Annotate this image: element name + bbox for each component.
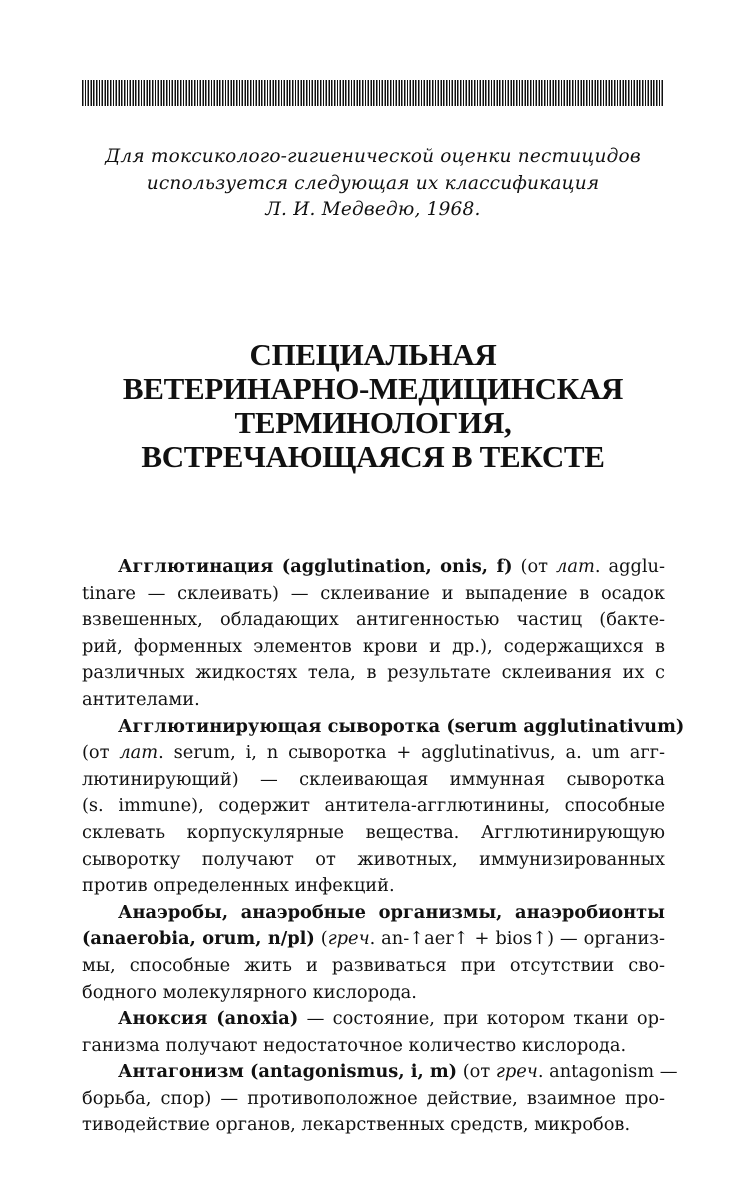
entry-line — [82, 1059, 678, 1086]
term-text: Антагонизм (antagonismus, i, m) — [118, 1061, 458, 1083]
glossary-entry — [82, 554, 665, 714]
epigraph-line: Для токсиколого-гигиенической оценки пестицидов — [105, 146, 641, 167]
entry-line — [82, 873, 665, 900]
entry-line — [82, 634, 665, 661]
definition-text: . agglu- — [594, 556, 665, 577]
definition-text: . serum, i, n сыворотка + agglutinativus, a. um агг- — [158, 742, 666, 764]
definition-text: ( — [314, 928, 328, 950]
glossary-entry — [82, 1059, 678, 1139]
definition-text: антителами. — [82, 688, 200, 710]
definition-text: сыворотку получают от животных, иммунизированных — [82, 848, 665, 870]
entry-line — [82, 1112, 665, 1139]
term-text: Анаэробы, анаэробные организмы, анаэробионты — [118, 901, 665, 923]
glossary-entry — [82, 1006, 665, 1059]
section-heading — [82, 338, 664, 474]
entry-line — [82, 714, 685, 741]
entry-line — [82, 554, 665, 581]
term-text: Агглютинация (agglutination, onis, f) — [118, 556, 513, 577]
term-text: (anaerobia, orum, n/pl) — [82, 928, 315, 950]
definition-text: рий, форменных элементов крови и др.), содержащихся в — [82, 635, 665, 657]
definition-text: склевать корпускулярные вещества. Агглютинирующую — [82, 821, 665, 843]
entry-line — [82, 953, 665, 980]
definition-text: борьба, спор) — противоположное действие, взаимное про- — [82, 1087, 665, 1109]
epigraph-line: используется следующая их классификация — [146, 172, 600, 194]
entry-line — [82, 900, 665, 927]
glossary-body — [82, 554, 685, 1139]
heading-line: ВЕТЕРИНАРНО-МЕДИЦИНСКАЯ — [122, 371, 624, 406]
entry-line — [82, 687, 665, 714]
entry-line — [82, 820, 665, 847]
definition-text: различных жидкостях тела, в результате склеивания их с — [82, 662, 665, 684]
entry-line — [82, 660, 665, 687]
term-text: Агглютинирующая сыворотка (serum agglutinativum) — [118, 715, 685, 737]
glossary-entry — [82, 900, 665, 1006]
epigraph-line: Л. И. Медведю, 1968. — [265, 199, 481, 220]
definition-text: бодного молекулярного кислорода. — [82, 981, 417, 1003]
entry-line — [82, 607, 665, 634]
language-abbrev: греч — [327, 928, 370, 950]
language-abbrev: лат — [556, 556, 595, 577]
entry-line — [82, 1086, 665, 1113]
definition-text: — состояние, при котором ткани ор- — [298, 1008, 665, 1030]
definition-text: . antagonism — — [537, 1061, 678, 1083]
heading-line: СПЕЦИАЛЬНАЯ — [249, 337, 497, 372]
entry-line — [82, 1006, 665, 1033]
heading-line: ВСТРЕЧАЮЩАЯСЯ В ТЕКСТЕ — [141, 439, 605, 474]
definition-text: лютинирующий) — склеивающая иммунная сыворотка — [82, 768, 665, 790]
entry-line — [82, 767, 665, 794]
entry-line — [82, 926, 665, 953]
term-text: Аноксия (anoxia) — [118, 1008, 299, 1030]
definition-text: (от — [512, 556, 557, 577]
entry-line — [82, 740, 665, 767]
glossary-entry — [82, 714, 685, 900]
epigraph — [82, 144, 664, 224]
entry-line — [82, 1033, 665, 1060]
entry-line — [82, 847, 665, 874]
heading-line: ТЕРМИНОЛОГИЯ, — [234, 405, 512, 440]
definition-text: взвешенных, обладающих антигенностью частиц (бакте- — [82, 609, 665, 631]
language-abbrev: греч — [495, 1061, 538, 1083]
definition-text: против определенных инфекций. — [82, 875, 395, 897]
definition-text: (от — [82, 742, 120, 764]
definition-text: (от — [457, 1061, 496, 1083]
definition-text: tinare — склеивать) — склеивание и выпадение в осадок — [82, 582, 665, 604]
definition-text: мы, способные жить и развиваться при отсутствии сво- — [82, 954, 665, 976]
definition-text: . an-↑aer↑ + bios↑) — организ- — [369, 928, 666, 950]
language-abbrev: лат — [119, 742, 159, 764]
definition-text: тиводействие органов, лекарственных средств, микробов. — [82, 1114, 631, 1136]
definition-text: (s. immune), содержит антитела-агглютинины, способные — [82, 795, 665, 817]
entry-line — [82, 980, 665, 1007]
entry-line — [82, 581, 665, 608]
definition-text: ганизма получают недостаточное количество кислорода. — [82, 1034, 627, 1056]
decorative-top-rule — [82, 80, 664, 106]
entry-line — [82, 793, 665, 820]
